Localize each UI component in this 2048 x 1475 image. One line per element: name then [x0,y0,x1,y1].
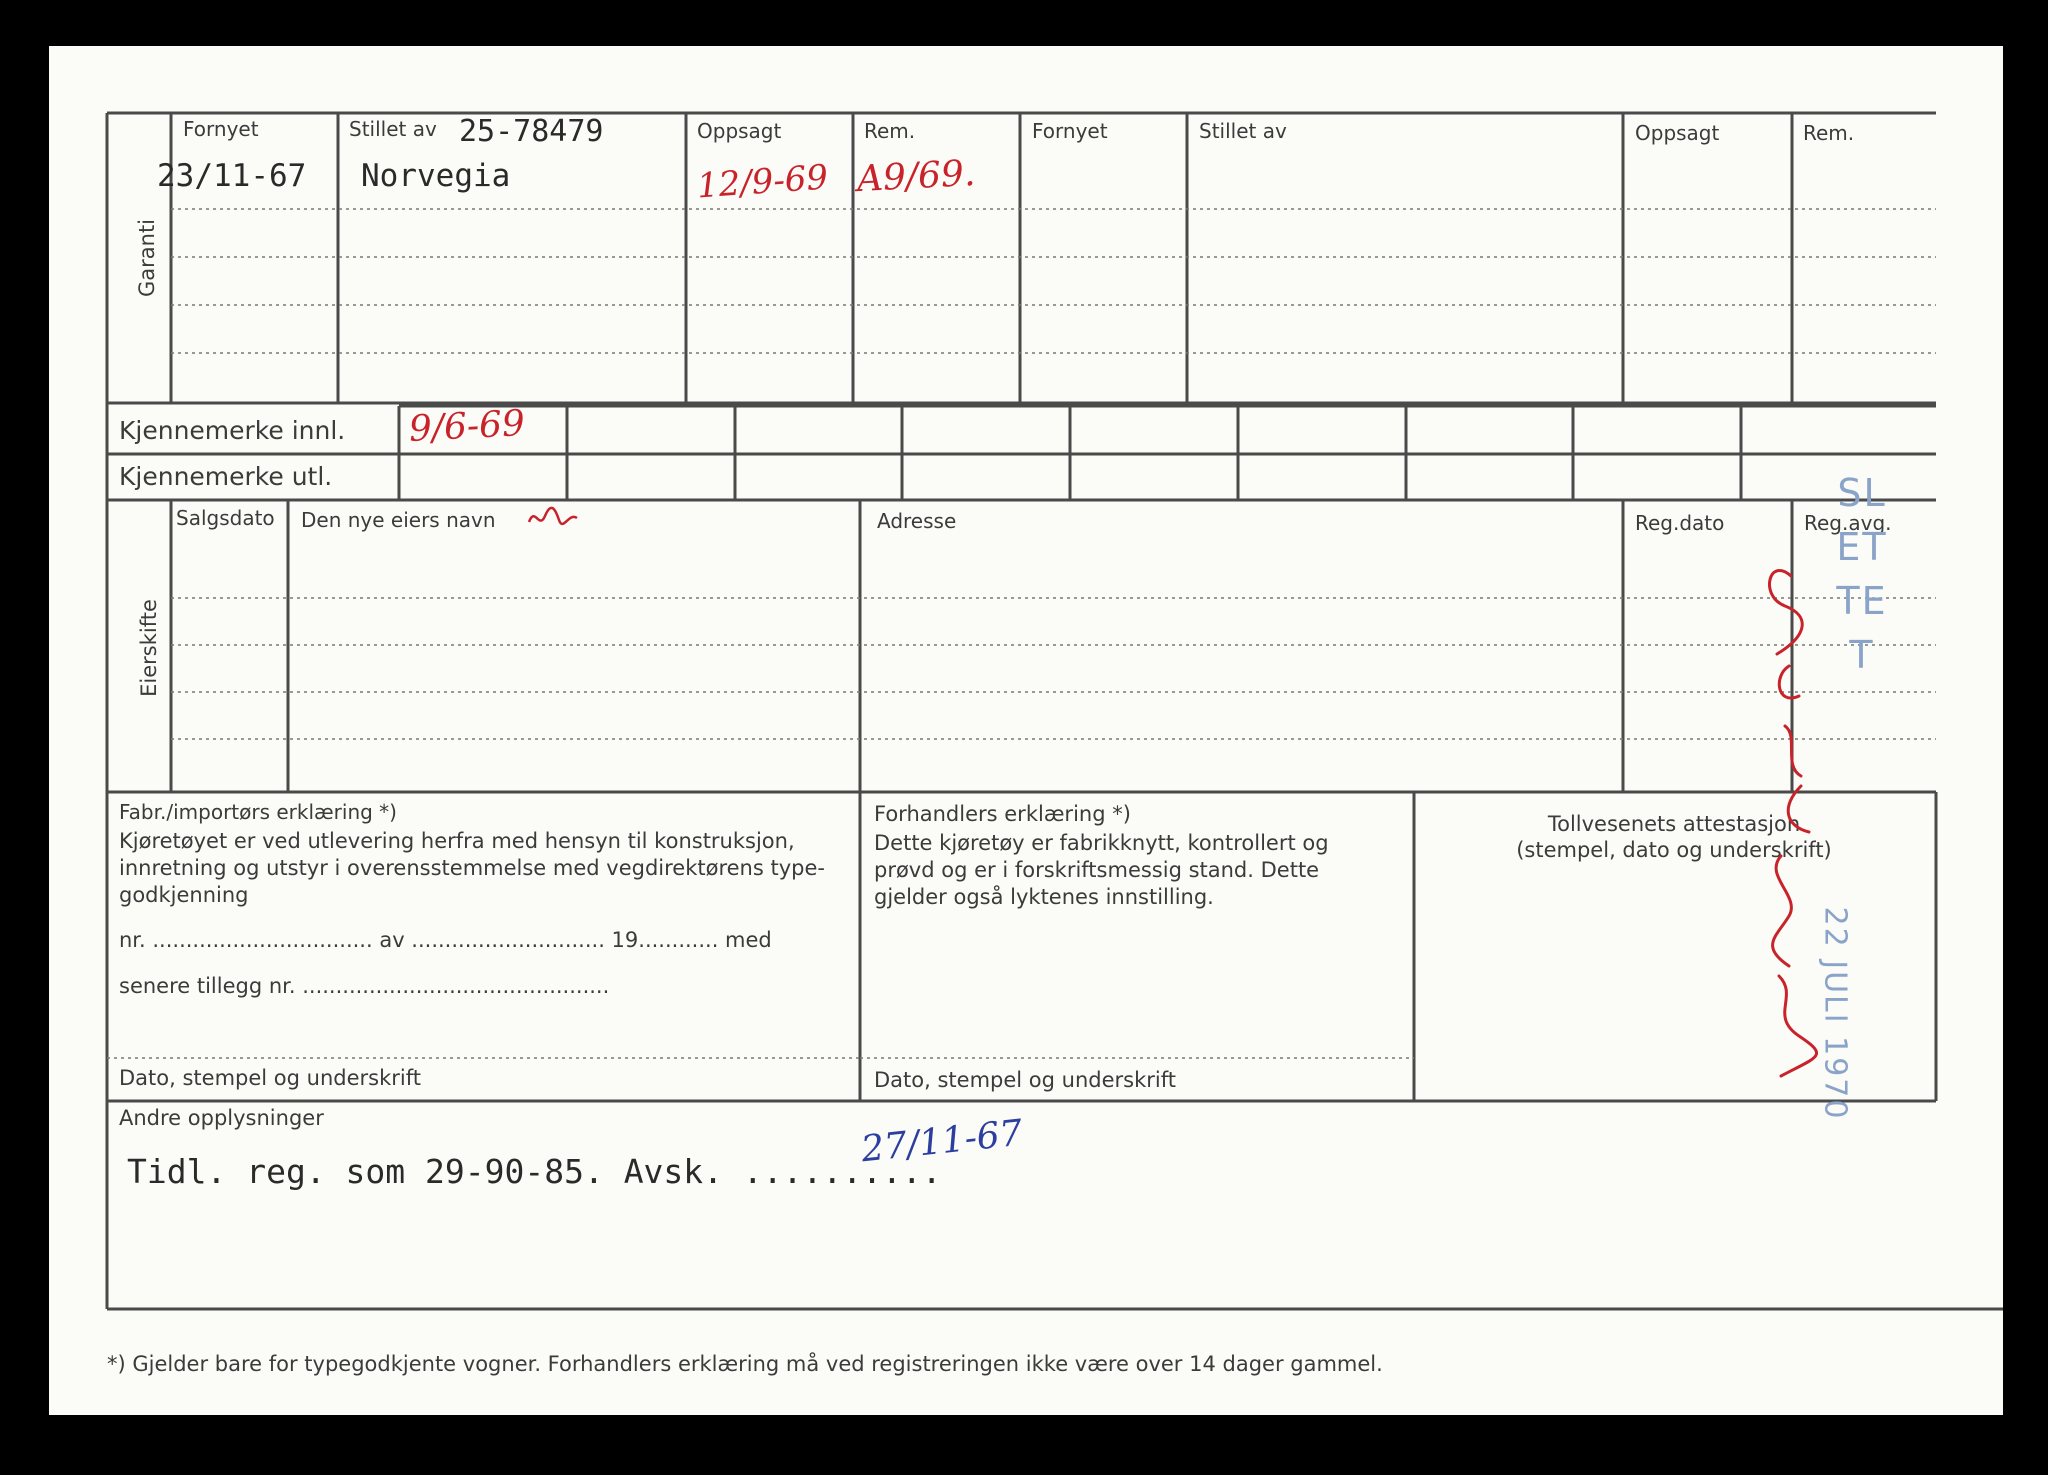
header-reg-dato: Reg.dato [1635,511,1725,535]
header-rem-1: Rem. [864,119,916,143]
garanti-fornyet-value: 23/11-67 [157,158,307,194]
red-scribble-mark [525,502,585,534]
header-oppsagt-2: Oppsagt [1635,121,1720,145]
registration-card [49,46,2003,1415]
andre-handwritten-date: 27/11-67 [859,1112,1025,1171]
kjennemerke-innl-label: Kjennemerke innl. [119,416,346,445]
garanti-rem-handwritten: A9/69. [856,152,977,201]
fabr-signature-label: Dato, stempel og underskrift [119,1066,421,1090]
andre-typed-text: Tidl. reg. som 29-90-85. Avsk. .......... [127,1152,942,1191]
header-oppsagt-1: Oppsagt [697,119,782,143]
forhandler-text: Dette kjøretøy er fabrikknytt, kontrollert og prøvd og er i forskriftsmessig stand. Dette gjelder også lyktenes innstilling. [874,831,1329,909]
tollvesen-title: Tollvesenets attestasjon [1547,812,1801,836]
garanti-oppsagt-handwritten: 12/9-69 [695,157,830,207]
kjennemerke-innl-handwritten: 9/6-69 [408,402,526,451]
andre-opplysninger-label: Andre opplysninger [119,1106,324,1130]
header-fornyet-1: Fornyet [183,117,259,141]
stamp-date: 22 JULI 1970 [1817,906,1853,1121]
header-stillet-av-2: Stillet av [1199,119,1287,143]
fabr-title: Fabr./importørs erklæring *) [119,800,397,824]
slettet-stamp: SLETTET [1836,471,1888,677]
stillet-av-number: 25-78479 [459,114,604,149]
tollvesen-subtitle: (stempel, dato og underskrift) [1516,838,1832,862]
header-adresse: Adresse [877,509,957,533]
header-stillet-av-1: Stillet av [349,117,437,141]
forhandler-title: Forhandlers erklæring *) [874,802,1131,826]
garanti-side-label: Garanti [135,218,159,298]
kjennemerke-utl-label: Kjennemerke utl. [119,462,333,491]
fabr-text: Kjøretøyet er ved utlevering herfra med hensyn til konstruksjon, innretning og utstyr i overensstemmelse med vegdirektørens type-godkjenning [119,829,825,907]
fabr-nr-line: nr. ................................. av ............................. 19............ med [119,928,772,952]
header-nye-eiers-navn: Den nye eiers navn [301,508,496,532]
fabr-tillegg-line: senere tillegg nr. .............................................. [119,974,610,998]
header-rem-2: Rem. [1803,121,1855,145]
footnote: *) Gjelder bare for typegodkjente vogner. Forhandlers erklæring må ved registreringen ikke være over 14 dager gammel. [107,1352,1383,1376]
eierskifte-side-label: Eierskifte [137,599,161,697]
forhandler-signature-label: Dato, stempel og underskrift [874,1068,1176,1092]
header-reg-avg: Reg.avg. [1804,511,1892,535]
header-salgsdato: Salgsdato [176,506,275,530]
card-grid-lines [49,46,2003,1415]
garanti-stillet-av-value: Norvegia [361,158,511,194]
header-fornyet-2: Fornyet [1032,119,1108,143]
